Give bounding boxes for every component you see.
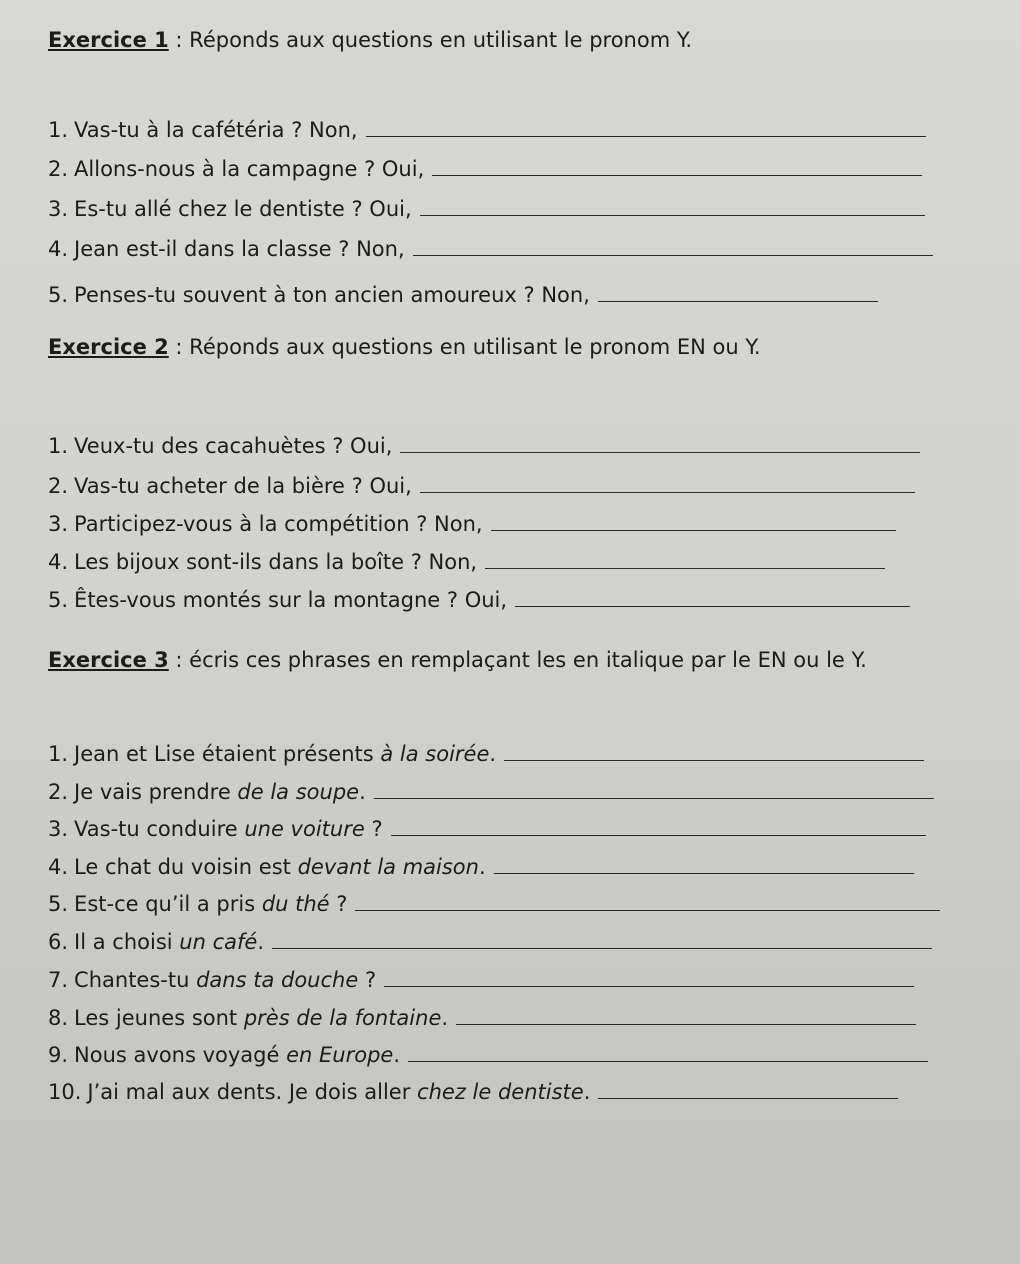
ex2-question-3: [48, 512, 896, 536]
ex3-sentence-9: [48, 1043, 928, 1067]
sentence-start: Chantes-tu: [74, 968, 197, 992]
answer-line[interactable]: [391, 834, 926, 836]
sentence-end: .: [478, 855, 486, 879]
question-text: Veux-tu des cacahuètes ? Oui,: [74, 434, 393, 458]
sentence-end: .: [441, 1006, 449, 1030]
exercise-1-label: Exercice 1: [48, 28, 169, 52]
question-number: 2.: [48, 157, 69, 181]
answer-line[interactable]: [408, 1060, 928, 1062]
italic-phrase: dans ta douche: [196, 968, 359, 992]
answer-line[interactable]: [504, 759, 924, 761]
question-number: 2.: [48, 474, 69, 498]
answer-line[interactable]: [485, 567, 885, 569]
answer-line[interactable]: [384, 985, 914, 987]
ex1-question-5: [48, 283, 878, 307]
question-number: 7.: [48, 968, 69, 992]
answer-line[interactable]: [413, 254, 933, 256]
question-text: Participez-vous à la compétition ? Non,: [74, 512, 483, 536]
ex3-sentence-1: [48, 742, 924, 766]
question-number: 6.: [48, 930, 69, 954]
answer-line[interactable]: [491, 529, 896, 531]
sentence-end: .: [489, 742, 497, 766]
sentence-start: Vas-tu conduire: [74, 817, 245, 841]
italic-phrase: devant la maison: [297, 855, 479, 879]
question-text: Allons-nous à la campagne ? Oui,: [74, 157, 425, 181]
ex3-sentence-2: [48, 780, 934, 804]
italic-phrase: chez le dentiste: [417, 1080, 584, 1104]
question-text: Vas-tu acheter de la bière ? Oui,: [74, 474, 412, 498]
sentence-end: .: [359, 780, 366, 804]
ex1-question-4: [48, 237, 933, 261]
ex3-sentence-5: [48, 892, 940, 916]
italic-phrase: près de la fontaine: [243, 1006, 442, 1030]
ex1-question-1: [48, 118, 926, 142]
ex3-sentence-10: [48, 1080, 898, 1104]
sentence-end: .: [257, 930, 265, 954]
exercise-2-instruction: : Réponds aux questions en utilisant le pronom EN ou Y.: [168, 335, 761, 359]
question-number: 5.: [48, 892, 69, 916]
sentence-end: ?: [364, 817, 383, 841]
exercise-1-title: [48, 28, 692, 52]
ex2-question-1: [48, 434, 920, 458]
answer-line[interactable]: [355, 909, 940, 911]
italic-phrase: une voiture: [244, 817, 365, 841]
answer-line[interactable]: [515, 605, 910, 607]
ex2-question-2: [48, 474, 915, 498]
exercise-3-title: [48, 648, 867, 672]
answer-line[interactable]: [420, 491, 915, 493]
question-text: Êtes-vous montés sur la montagne ? Oui,: [74, 588, 508, 612]
sentence-end: .: [393, 1043, 401, 1067]
exercise-1-instruction: : Réponds aux questions en utilisant le pronom Y.: [168, 28, 693, 52]
italic-phrase: à la soirée: [380, 742, 490, 766]
ex3-sentence-7: [48, 968, 914, 992]
question-text: Les bijoux sont-ils dans la boîte ? Non,: [74, 550, 478, 574]
answer-line[interactable]: [598, 1097, 898, 1099]
question-text: Penses-tu souvent à ton ancien amoureux ? Non,: [74, 283, 590, 307]
question-number: 1.: [48, 742, 69, 766]
answer-line[interactable]: [420, 214, 925, 216]
question-number: 5.: [48, 588, 69, 612]
question-number: 3.: [48, 512, 69, 536]
question-number: 8.: [48, 1006, 69, 1030]
ex2-question-5: [48, 588, 910, 612]
question-number: 10.: [48, 1080, 82, 1104]
exercise-3-instruction: : écris ces phrases en remplaçant les en italique par le EN ou le Y.: [168, 648, 867, 672]
question-text: Vas-tu à la cafétéria ? Non,: [74, 118, 358, 142]
sentence-start: Jean et Lise étaient présents: [74, 742, 381, 766]
exercise-3-label: Exercice 3: [48, 648, 169, 672]
ex3-sentence-8: [48, 1006, 916, 1030]
ex1-question-3: [48, 197, 925, 221]
question-text: Jean est-il dans la classe ? Non,: [74, 237, 405, 261]
question-number: 2.: [48, 780, 69, 804]
sentence-end: ?: [358, 968, 377, 992]
italic-phrase: de la soupe: [237, 780, 360, 804]
question-number: 4.: [48, 237, 69, 261]
ex3-sentence-4: [48, 855, 914, 879]
italic-phrase: du thé: [261, 892, 330, 916]
question-text: Es-tu allé chez le dentiste ? Oui,: [74, 197, 412, 221]
sentence-start: Nous avons voyagé: [74, 1043, 287, 1067]
sentence-start: Je vais prendre: [74, 780, 238, 804]
ex1-question-2: [48, 157, 922, 181]
answer-line[interactable]: [272, 947, 932, 949]
italic-phrase: en Europe: [286, 1043, 394, 1067]
question-number: 4.: [48, 550, 69, 574]
answer-line[interactable]: [366, 135, 926, 137]
answer-line[interactable]: [432, 174, 922, 176]
exercise-2-title: [48, 335, 761, 359]
italic-phrase: un café: [179, 930, 258, 954]
question-number: 4.: [48, 855, 69, 879]
answer-line[interactable]: [400, 451, 920, 453]
sentence-start: Les jeunes sont: [74, 1006, 244, 1030]
sentence-end: .: [583, 1080, 591, 1104]
exercise-2-label: Exercice 2: [48, 335, 169, 359]
sentence-start: Le chat du voisin est: [74, 855, 298, 879]
question-number: 9.: [48, 1043, 69, 1067]
ex2-question-4: [48, 550, 885, 574]
answer-line[interactable]: [598, 300, 878, 302]
question-number: 3.: [48, 817, 69, 841]
question-number: 1.: [48, 434, 69, 458]
question-number: 3.: [48, 197, 69, 221]
sentence-end: ?: [329, 892, 348, 916]
sentence-start: Il a choisi: [74, 930, 180, 954]
ex3-sentence-3: [48, 817, 926, 841]
answer-line[interactable]: [456, 1023, 916, 1025]
question-number: 5.: [48, 283, 69, 307]
question-number: 1.: [48, 118, 69, 142]
answer-line[interactable]: [374, 797, 934, 799]
sentence-start: Est-ce qu’il a pris: [74, 892, 262, 916]
ex3-sentence-6: [48, 930, 932, 954]
answer-line[interactable]: [494, 872, 914, 874]
sentence-start: J’ai mal aux dents. Je dois aller: [87, 1080, 418, 1104]
